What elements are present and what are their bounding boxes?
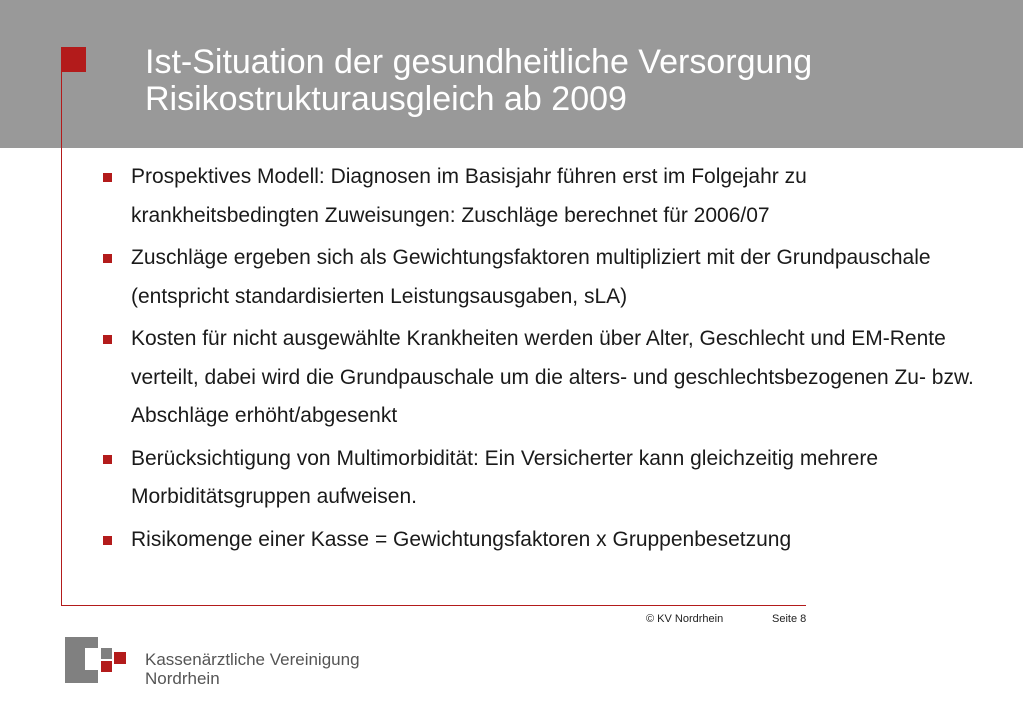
bullet-item bbox=[100, 158, 1000, 235]
footer-copyright: © KV Nordrhein bbox=[646, 613, 724, 625]
title-line-2: Risikostrukturausgleich ab 2009 bbox=[145, 80, 627, 118]
accent-square bbox=[61, 47, 86, 72]
organization-name-line-1: Kassenärztliche Vereinigung bbox=[145, 650, 360, 669]
bullet-item bbox=[100, 239, 1000, 316]
bullet-text: Kosten für nicht ausgewählte Krankheiten werden über Alter, Geschlecht und EM-Rente verteilt, dabei wird die Grundpauschale um die alters- und geschlechtsbezogenen Zu- bzw. Abschläge erhöht/abgesenkt bbox=[131, 327, 974, 427]
page-number: Seite 8 bbox=[772, 613, 807, 625]
title-line-1: Ist-Situation der gesundheitliche Versorgung bbox=[145, 43, 813, 81]
bullet-item bbox=[100, 440, 1000, 517]
square-bullet-icon bbox=[103, 335, 112, 344]
bullet-text: Zuschläge ergeben sich als Gewichtungsfaktoren multipliziert mit der Grundpauschale (entspricht standardisierten Leistungsausgaben, sLA) bbox=[131, 246, 931, 308]
bullet-text: Berücksichtigung von Multimorbidität: Ein Versicherter kann gleichzeitig mehrere Morbiditätsgruppen aufweisen. bbox=[131, 446, 879, 508]
square-bullet-icon bbox=[103, 173, 112, 182]
bullet-item bbox=[100, 521, 1000, 560]
square-bullet-icon bbox=[103, 455, 112, 464]
kv-logo-icon bbox=[65, 637, 135, 683]
bullet-item bbox=[100, 320, 1000, 436]
bullet-list bbox=[100, 158, 1000, 563]
organization-name-line-2: Nordrhein bbox=[145, 669, 220, 688]
organization-name bbox=[145, 650, 360, 688]
frame-horizontal-line bbox=[61, 605, 806, 606]
square-bullet-icon bbox=[103, 536, 112, 545]
square-bullet-icon bbox=[103, 254, 112, 263]
frame-vertical-line bbox=[61, 72, 62, 606]
bullet-text: Risikomenge einer Kasse = Gewichtungsfaktoren x Gruppenbesetzung bbox=[131, 527, 792, 551]
bullet-text: Prospektives Modell: Diagnosen im Basisjahr führen erst im Folgejahr zu krankheitsbedingten Zuweisungen: Zuschläge berechnet für 2006/07 bbox=[131, 165, 807, 227]
slide-title bbox=[145, 44, 1005, 118]
